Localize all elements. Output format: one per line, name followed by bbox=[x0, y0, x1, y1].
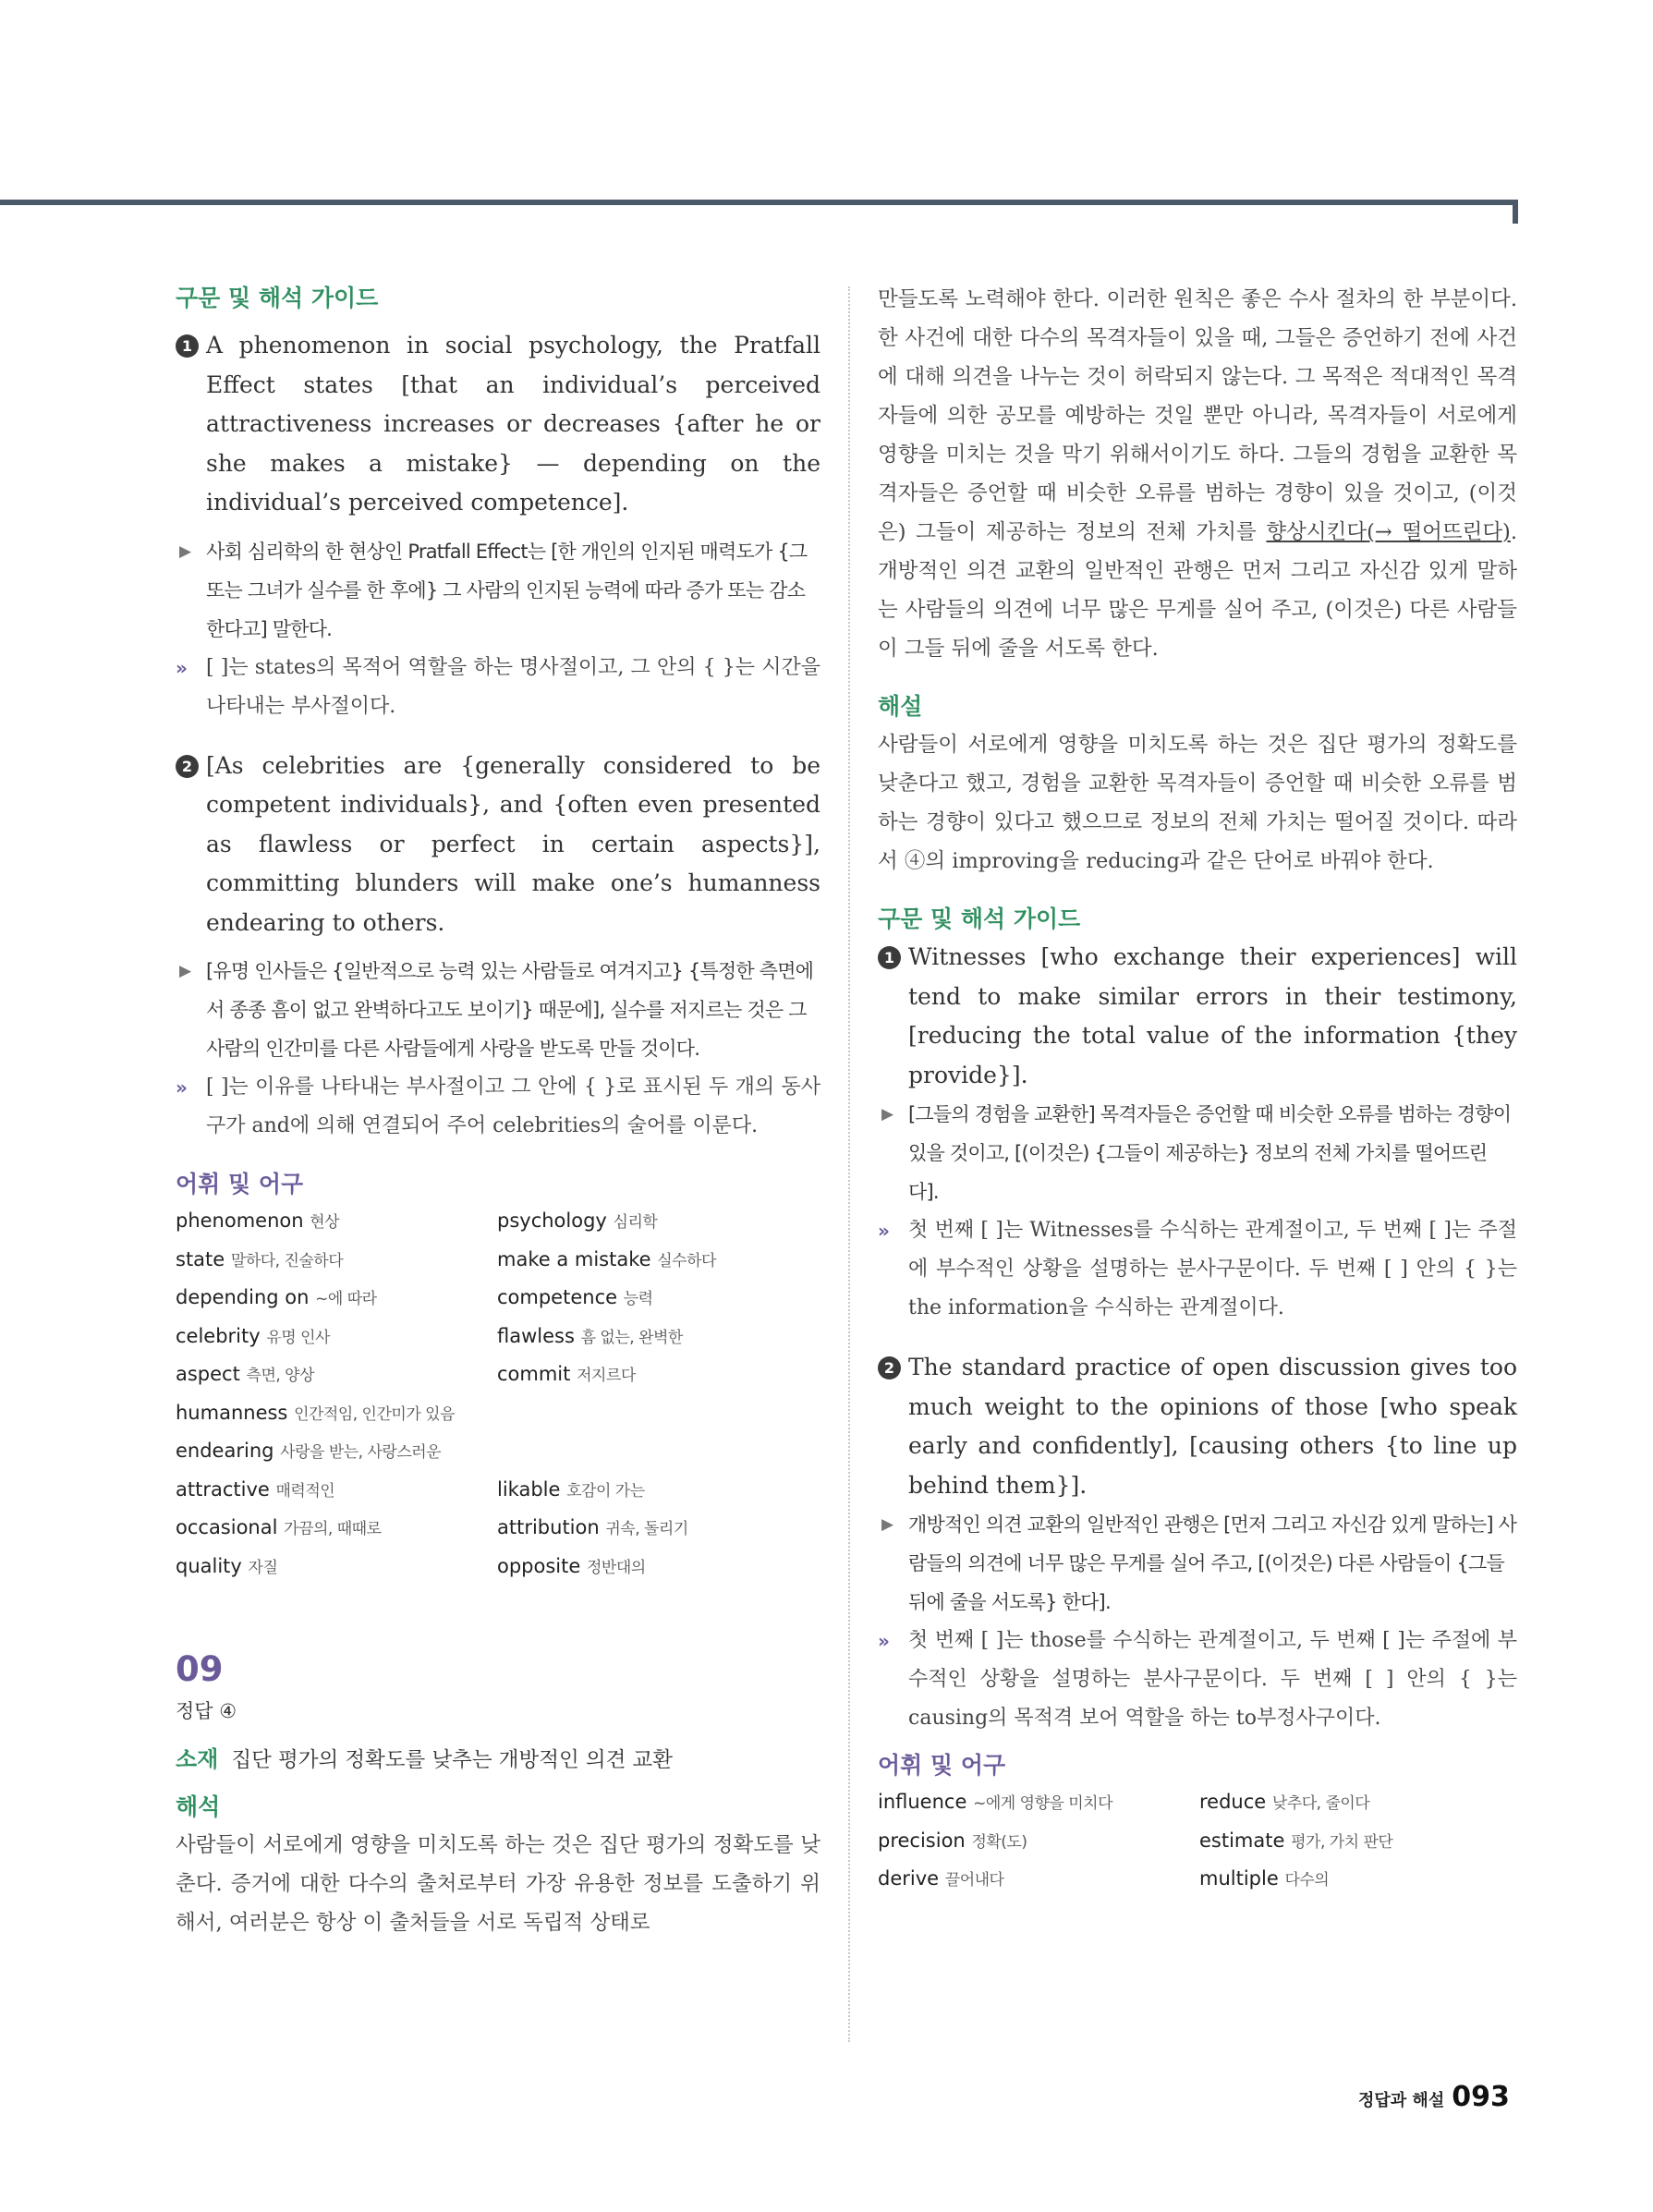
double-chevron-icon: » bbox=[176, 656, 188, 679]
sentence-1-korean: 사회 심리학의 한 현상인 Pratfall Effect는 [한 개인의 인지된 매력도가 {그 또는 그녀가 실수를 한 후에} 그 사람의 인지된 능력에 따라 증가 또는 감소한다고] 말한다. bbox=[206, 540, 808, 640]
vocab-meaning: 매력적인 bbox=[275, 1481, 335, 1501]
sentence-2-note bbox=[878, 1622, 1517, 1738]
vocab-list bbox=[878, 1784, 1517, 1900]
triangle-icon: ▶ bbox=[881, 1515, 893, 1534]
triangle-icon: ▶ bbox=[179, 541, 191, 561]
sentence-1-note bbox=[176, 649, 820, 726]
sentence-2-korean: 개방적인 의견 교환의 일반적인 관행은 [먼저 그리고 자신감 있게 말하는] 사람들의 의견에 너무 많은 무게를 실어 주고, [(이것은) 다른 사람들이 {그들 뒤에 줄을 서도록} 한다]. bbox=[908, 1513, 1517, 1613]
vocab-meaning: 자질 bbox=[248, 1558, 278, 1577]
vocab-meaning: 흠 없는, 완벽한 bbox=[580, 1328, 683, 1347]
vocab-word: competence bbox=[497, 1286, 618, 1308]
vocab-word: attractive bbox=[176, 1477, 270, 1501]
vocab-word: commit bbox=[497, 1363, 571, 1385]
sentence-1-english: Witnesses [who exchange their experiences] will tend to make similar errors in their testimony, [reducing the total value of the information {they provide}]. bbox=[908, 943, 1517, 1088]
topic-text: 집단 평가의 정확도를 낮추는 개방적인 의견 교환 bbox=[231, 1748, 673, 1772]
sentence-1 bbox=[176, 326, 820, 523]
sentence-2-english: The standard practice of open discussion gives too much weight to the opinions of those [who speak early and confidently], [causing others {to line up behind them}]. bbox=[908, 1354, 1517, 1499]
translation-text-1: 만들도록 노력해야 한다. 이러한 원칙은 좋은 수사 절차의 한 부분이다. 한 사건에 대한 다수의 목격자들이 있을 때, 그들은 증언하기 전에 사건에 대해 의견을 나누는 것이 허락되지 않는다. 그 목적은 적대적인 목격자들에 의한 공모를 예방하는 것일 뿐만 아니라, 목격자들이 서로에게 영향을 미치는 것을 막기 위해서이기도 하다. 그들의 경험을 교환한 목격자들은 증언할 때 비슷한 오류를 범하는 경향이 있을 것이고, (이것은) 그들이 제공하는 정보의 전체 가치를 bbox=[878, 287, 1517, 544]
sentence-1-note bbox=[878, 1211, 1517, 1328]
guide-heading: 구문 및 해석 가이드 bbox=[878, 905, 1081, 932]
sentence-2 bbox=[176, 747, 820, 943]
vocab-row bbox=[176, 1395, 820, 1434]
double-chevron-icon: » bbox=[878, 1220, 890, 1242]
vocab-meaning: 말하다, 진술하다 bbox=[230, 1251, 344, 1270]
vocab-word: state bbox=[176, 1247, 225, 1270]
sentence-2 bbox=[878, 1348, 1517, 1505]
vocab-word: opposite bbox=[497, 1554, 581, 1577]
vocab-meaning: 사랑을 받는, 사랑스러운 bbox=[280, 1443, 442, 1462]
vocab-word: psychology bbox=[497, 1209, 607, 1232]
vocab-word: occasional bbox=[176, 1516, 278, 1538]
vocab-meaning: 유명 인사 bbox=[266, 1328, 330, 1347]
topic-label: 소재 bbox=[176, 1746, 219, 1772]
triangle-icon: ▶ bbox=[881, 1105, 893, 1124]
vocab-meaning: 정확(도) bbox=[971, 1832, 1027, 1852]
vocab-word: derive bbox=[878, 1867, 940, 1890]
vocab-meaning: 능력 bbox=[623, 1290, 653, 1308]
vocab-row bbox=[176, 1433, 820, 1472]
vocab-word: precision bbox=[878, 1829, 966, 1852]
topic bbox=[176, 1740, 820, 1780]
sentence-2-translation bbox=[878, 1505, 1517, 1622]
sentence-2-note bbox=[176, 1068, 820, 1146]
vocab-word: flawless bbox=[497, 1324, 575, 1347]
vocab-meaning: 정반대의 bbox=[586, 1558, 646, 1577]
footer-label: 정답과 해설 bbox=[1358, 2091, 1445, 2110]
left-column bbox=[176, 280, 820, 1942]
vocab-meaning: 낮추다, 줄이다 bbox=[1271, 1794, 1370, 1813]
vocab-row bbox=[176, 1280, 820, 1319]
number-1-icon: 1 bbox=[878, 946, 901, 969]
vocab-row bbox=[176, 1319, 820, 1357]
vocab-list bbox=[176, 1203, 820, 1586]
triangle-icon: ▶ bbox=[179, 962, 191, 980]
vocab-meaning: 귀속, 돌리기 bbox=[605, 1520, 688, 1538]
vocab-row bbox=[176, 1356, 820, 1395]
vocab-meaning: 끌어내다 bbox=[944, 1871, 1004, 1890]
top-rule bbox=[0, 200, 1518, 205]
vocab-row bbox=[176, 1472, 820, 1511]
vocab-row bbox=[176, 1203, 820, 1242]
vocab-word: humanness bbox=[176, 1401, 288, 1424]
vocab-row bbox=[878, 1823, 1517, 1862]
vocab-meaning: 호감이 가는 bbox=[566, 1481, 645, 1501]
correction-arrow: (→ 떨어뜨린다) bbox=[1367, 520, 1511, 544]
vocab-word: quality bbox=[176, 1554, 242, 1577]
vocab-word: phenomenon bbox=[176, 1209, 304, 1232]
vocab-word: depending on bbox=[176, 1286, 310, 1308]
underlined-word: 향상시킨다 bbox=[1266, 520, 1367, 544]
sentence-2-note-text: 첫 번째 [ ]는 those를 수식하는 관계절이고, 두 번째 [ ]는 주절에 부수적인 상황을 설명하는 분사구문이다. 두 번째 [ ] 안의 { }는 causing의 목적격 보어 역할을 하는 to부정사구이다. bbox=[908, 1629, 1517, 1730]
vocab-meaning: 심리학 bbox=[613, 1213, 658, 1232]
vocab-row bbox=[878, 1861, 1517, 1900]
guide-heading: 구문 및 해석 가이드 bbox=[176, 285, 379, 311]
sentence-1-english: A phenomenon in social psychology, the Pratfall Effect states [that an individual’s perceived attractiveness increases or decreases {after he or she makes a mistake} — depending on the individual’s perceived competence]. bbox=[206, 332, 820, 516]
vocab-word: multiple bbox=[1199, 1867, 1279, 1890]
sentence-1-korean: [그들의 경험을 교환한] 목격자들은 증언할 때 비슷한 오류를 범하는 경향이 있을 것이고, [(이것은) {그들이 제공하는} 정보의 전체 가치를 떨어뜨린다]. bbox=[908, 1103, 1512, 1203]
vocab-meaning: 저지르다 bbox=[577, 1367, 636, 1385]
vocab-word: likable bbox=[497, 1477, 561, 1501]
vocab-word: estimate bbox=[1199, 1829, 1285, 1852]
sentence-2-english: [As celebrities are {generally considered to be competent individuals}, and {often even presented as flawless or perfect in certain aspects}], committing blunders will make one’s humanness endearing to others. bbox=[206, 751, 820, 936]
vocab-word: endearing bbox=[176, 1440, 274, 1462]
double-chevron-icon: » bbox=[878, 1630, 890, 1652]
vocab-word: aspect bbox=[176, 1363, 240, 1385]
vocab-row bbox=[878, 1784, 1517, 1823]
sentence-2-translation bbox=[176, 952, 820, 1068]
vocab-meaning: ~에 따라 bbox=[315, 1290, 377, 1308]
vocab-meaning: 현상 bbox=[310, 1213, 340, 1232]
right-column bbox=[878, 280, 1517, 1900]
top-rule-end bbox=[1513, 200, 1518, 224]
answer: 정답 ④ bbox=[176, 1700, 237, 1722]
vocab-meaning: 평가, 가치 판단 bbox=[1291, 1832, 1393, 1852]
vocab-heading: 어휘 및 어구 bbox=[878, 1752, 1006, 1779]
vocab-row bbox=[176, 1510, 820, 1549]
sentence-2-note-text: [ ]는 이유를 나타내는 부사절이고 그 안에 { }로 표시된 두 개의 동사구가 and에 의해 연결되어 주어 celebrities의 술어를 이룬다. bbox=[206, 1076, 820, 1137]
column-divider bbox=[848, 286, 850, 2042]
sentence-1-translation bbox=[176, 532, 820, 649]
vocab-meaning: 다수의 bbox=[1284, 1871, 1330, 1890]
vocab-word: celebrity bbox=[176, 1324, 261, 1347]
explanation-text: 사람들이 서로에게 영향을 미치도록 하는 것은 집단 평가의 정확도를 낮춘다고 했고, 경험을 교환한 목격자들이 증언할 때 비슷한 오류를 범하는 경향이 있다고 했으므로 정보의 전체 가치는 떨어질 것이다. 따라서 ④의 improving을 reducing과 같은 단어로 바꿔야 한다. bbox=[878, 733, 1517, 873]
translation-start: 사람들이 서로에게 영향을 미치도록 하는 것은 집단 평가의 정확도를 낮춘다. 증거에 대한 다수의 출처로부터 가장 유용한 정보를 도출하기 위해서, 여러분은 항상 이 출처들을 서로 독립적 상태로 bbox=[176, 1833, 820, 1935]
vocab-word: make a mistake bbox=[497, 1247, 651, 1270]
page-footer bbox=[1358, 2081, 1510, 2113]
sentence-1-translation bbox=[878, 1095, 1517, 1211]
number-1-icon: 1 bbox=[176, 334, 199, 358]
vocab-word: influence bbox=[878, 1791, 967, 1813]
vocab-meaning: 가끔의, 때때로 bbox=[284, 1520, 382, 1538]
number-2-icon: 2 bbox=[878, 1356, 901, 1379]
translation-text-2: . 개방적인 의견 교환의 일반적인 관행은 먼저 그리고 자신감 있게 말하는 사람들의 의견에 너무 많은 무게를 실어 주고, (이것은) 다른 사람들이 그들 뒤에 줄을 서도록 한다. bbox=[878, 520, 1517, 661]
translation-heading: 해석 bbox=[176, 1793, 221, 1820]
double-chevron-icon: » bbox=[176, 1076, 188, 1099]
page-number: 093 bbox=[1452, 2081, 1510, 2113]
sentence-1-note-text: [ ]는 states의 목적어 역할을 하는 명사절이고, 그 안의 { }는 시간을 나타내는 부사절이다. bbox=[206, 655, 820, 718]
translation-continued bbox=[878, 280, 1517, 668]
vocab-word: attribution bbox=[497, 1516, 600, 1538]
question-number: 09 bbox=[176, 1649, 224, 1689]
number-2-icon: 2 bbox=[176, 755, 199, 778]
vocab-row bbox=[176, 1242, 820, 1281]
explanation-heading: 해설 bbox=[878, 693, 923, 720]
sentence-1-note-text: 첫 번째 [ ]는 Witnesses를 수식하는 관계절이고, 두 번째 [ ]는 주절에 부수적인 상황을 설명하는 분사구문이다. 두 번째 [ ] 안의 { }는 the information을 수식하는 관계절이다. bbox=[908, 1219, 1517, 1319]
vocab-meaning: 측면, 양상 bbox=[246, 1367, 315, 1385]
sentence-2-korean: [유명 인사들은 {일반적으로 능력 있는 사람들로 여겨지고} {특정한 측면에서 종종 흠이 없고 완벽하다고도 보이기} 때문에], 실수를 저지르는 것은 그 사람의 인간미를 다른 사람들에게 사랑을 받도록 만들 것이다. bbox=[206, 960, 814, 1060]
vocab-meaning: ~에게 영향을 미치다 bbox=[973, 1794, 1113, 1813]
vocab-word: reduce bbox=[1199, 1791, 1267, 1813]
sentence-1 bbox=[878, 938, 1517, 1095]
vocab-row bbox=[176, 1549, 820, 1587]
vocab-meaning: 실수하다 bbox=[657, 1251, 716, 1270]
vocab-meaning: 인간적임, 인간미가 있음 bbox=[294, 1404, 455, 1424]
vocab-heading: 어휘 및 어구 bbox=[176, 1171, 304, 1197]
